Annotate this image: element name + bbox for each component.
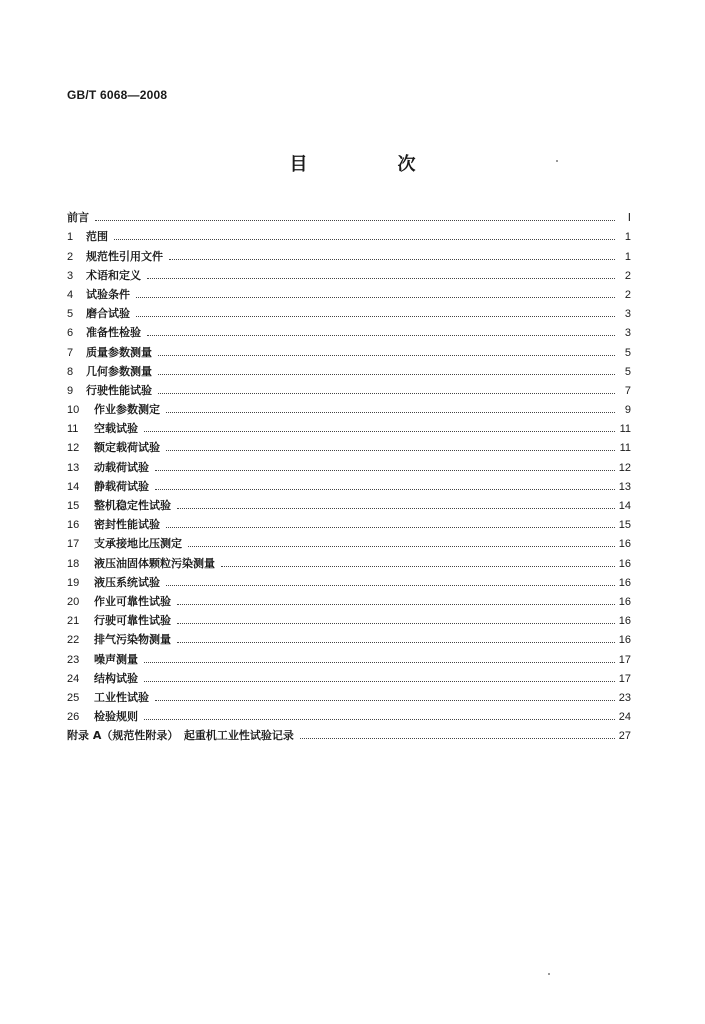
dot-leader bbox=[155, 488, 615, 490]
toc-entry-label: 试验条件 bbox=[86, 287, 130, 301]
dot-leader bbox=[155, 699, 615, 701]
toc-entry-label: 密封性能试验 bbox=[94, 518, 160, 532]
dot-leader bbox=[169, 258, 615, 260]
toc-entry-label: 行驶可靠性试验 bbox=[94, 614, 171, 628]
toc-entry-number: 6 bbox=[67, 327, 74, 340]
toc-entry-label: 噪声测量 bbox=[94, 652, 138, 666]
toc-entry-label: 整机稳定性试验 bbox=[94, 499, 171, 512]
toc-entry-page: 2 bbox=[624, 288, 631, 301]
toc-entry-page: 17 bbox=[618, 653, 631, 666]
toc-entry-page: 16 bbox=[618, 615, 631, 628]
toc-entry-number: 15 bbox=[67, 500, 80, 512]
toc-entry[interactable] bbox=[67, 532, 631, 551]
toc-entry-page: 11 bbox=[619, 442, 631, 455]
table-of-contents bbox=[67, 206, 631, 743]
dot-leader bbox=[166, 449, 615, 451]
toc-entry-page: 17 bbox=[618, 672, 631, 685]
toc-entry-number: 12 bbox=[67, 442, 80, 455]
toc-entry-number: 18 bbox=[67, 557, 80, 570]
toc-entry-page: 3 bbox=[624, 308, 631, 321]
toc-entry-number: 4 bbox=[67, 288, 74, 301]
page-title: 目 次 bbox=[289, 154, 452, 175]
toc-entry[interactable] bbox=[67, 647, 631, 666]
dot-leader bbox=[177, 603, 615, 605]
toc-entry[interactable] bbox=[67, 398, 631, 417]
toc-entry[interactable] bbox=[67, 321, 631, 340]
toc-entry-label: 前言 bbox=[67, 211, 89, 225]
toc-entry-number: 11 bbox=[67, 423, 79, 436]
toc-entry-page: 14 bbox=[618, 500, 631, 512]
toc-entry-label: 质量参数测量 bbox=[86, 345, 152, 359]
toc-entry[interactable] bbox=[67, 513, 631, 532]
toc-entry-page: 16 bbox=[618, 557, 631, 570]
toc-entry-number: 22 bbox=[67, 634, 80, 647]
toc-entry[interactable] bbox=[67, 551, 631, 570]
toc-entry-number: 1 bbox=[67, 231, 74, 244]
scan-speck bbox=[556, 160, 558, 162]
toc-entry-page: 15 bbox=[618, 519, 631, 532]
dot-leader bbox=[300, 737, 615, 739]
toc-entry-label: 支承接地比压测定 bbox=[94, 537, 182, 551]
toc-entry[interactable] bbox=[67, 417, 631, 436]
toc-entry-number: 25 bbox=[67, 691, 80, 704]
toc-entry-page: 11 bbox=[619, 423, 631, 436]
toc-entry-page: 5 bbox=[624, 365, 631, 378]
toc-entry-number: 14 bbox=[67, 480, 80, 493]
toc-entry-label: 范围 bbox=[86, 230, 108, 244]
toc-entry-page: 5 bbox=[624, 346, 631, 359]
toc-entry[interactable] bbox=[67, 340, 631, 359]
toc-entry-number: 8 bbox=[67, 365, 74, 378]
toc-entry-page: 3 bbox=[624, 327, 631, 340]
toc-entry[interactable] bbox=[67, 264, 631, 283]
toc-entry-label: 几何参数测量 bbox=[86, 364, 152, 378]
toc-entry-label: 液压系统试验 bbox=[94, 575, 160, 589]
dot-leader bbox=[158, 373, 615, 375]
toc-entry-label: 行驶性能试验 bbox=[86, 383, 152, 397]
toc-entry-number: 20 bbox=[67, 595, 80, 608]
toc-entry[interactable] bbox=[67, 206, 631, 225]
toc-entry-number: 19 bbox=[67, 576, 80, 589]
dot-leader bbox=[177, 641, 615, 643]
dot-leader bbox=[114, 238, 615, 240]
dot-leader bbox=[158, 392, 615, 394]
toc-entry-label: 液压油固体颗粒污染测量 bbox=[94, 556, 215, 570]
dot-leader bbox=[147, 277, 615, 279]
toc-entry-label: 静载荷试验 bbox=[94, 479, 149, 493]
toc-entry-number: 16 bbox=[67, 519, 80, 532]
toc-entry-page: 13 bbox=[618, 480, 631, 493]
toc-entry-number: 17 bbox=[67, 538, 80, 551]
toc-entry[interactable] bbox=[67, 571, 631, 590]
toc-entry-label: 空载试验 bbox=[94, 422, 138, 436]
dot-leader bbox=[144, 661, 615, 663]
toc-entry-page: 2 bbox=[624, 269, 631, 282]
toc-entry-label: 排气污染物测量 bbox=[94, 633, 171, 647]
toc-entry-label: 额定载荷试验 bbox=[94, 441, 160, 455]
toc-entry[interactable] bbox=[67, 667, 631, 686]
toc-entry-label: 结构试验 bbox=[94, 671, 138, 685]
toc-entry-page: 16 bbox=[618, 538, 631, 551]
toc-entry-page: 16 bbox=[618, 634, 631, 647]
toc-entry[interactable] bbox=[67, 360, 631, 379]
dot-leader bbox=[166, 584, 615, 586]
toc-entry-page: Ⅰ bbox=[627, 212, 631, 225]
toc-entry-number: 7 bbox=[67, 346, 74, 359]
toc-entry-number: 5 bbox=[67, 308, 74, 321]
dot-leader bbox=[136, 315, 615, 317]
standard-code: GB/T 6068—2008 bbox=[67, 88, 168, 102]
toc-entry[interactable] bbox=[67, 455, 631, 474]
toc-entry-label: 磨合试验 bbox=[86, 307, 130, 321]
toc-entry-page: 16 bbox=[618, 595, 631, 608]
toc-entry-number: 10 bbox=[67, 404, 80, 417]
dot-leader bbox=[144, 430, 615, 432]
toc-entry-number: 13 bbox=[67, 461, 80, 474]
toc-entry[interactable] bbox=[67, 283, 631, 302]
dot-leader bbox=[147, 334, 615, 336]
dot-leader bbox=[166, 526, 615, 528]
toc-entry-number: 21 bbox=[67, 615, 80, 628]
toc-entry[interactable] bbox=[67, 302, 631, 321]
toc-entry-page: 7 bbox=[624, 384, 631, 397]
toc-entry-number: 2 bbox=[67, 250, 74, 263]
toc-entry-label: 术语和定义 bbox=[86, 268, 141, 282]
toc-entry-number: 9 bbox=[67, 384, 74, 397]
toc-entry-number: 26 bbox=[67, 711, 80, 724]
toc-entry[interactable] bbox=[67, 609, 631, 628]
dot-leader bbox=[166, 411, 615, 413]
toc-entry[interactable] bbox=[67, 436, 631, 455]
toc-entry-page: 24 bbox=[618, 711, 631, 724]
toc-entry[interactable] bbox=[67, 686, 631, 705]
toc-entry[interactable] bbox=[67, 379, 631, 398]
toc-entry-page: 27 bbox=[618, 730, 631, 743]
toc-entry[interactable] bbox=[67, 475, 631, 494]
toc-entry-page: 9 bbox=[624, 404, 631, 417]
dot-leader bbox=[95, 219, 615, 221]
toc-entry-number: 23 bbox=[67, 653, 80, 666]
dot-leader bbox=[155, 469, 615, 471]
toc-entry-label: 动载荷试验 bbox=[94, 460, 149, 474]
toc-entry[interactable] bbox=[67, 628, 631, 647]
dot-leader bbox=[177, 507, 615, 509]
toc-entry-page: 1 bbox=[624, 231, 631, 244]
toc-entry-label: 检验规则 bbox=[94, 710, 138, 724]
dot-leader bbox=[144, 718, 615, 720]
dot-leader bbox=[136, 296, 615, 298]
toc-entry-label: 作业可靠性试验 bbox=[94, 594, 171, 608]
toc-entry[interactable] bbox=[67, 494, 631, 513]
toc-entry-page: 1 bbox=[624, 250, 631, 263]
toc-entry-label: 作业参数测定 bbox=[94, 403, 160, 417]
dot-leader bbox=[221, 565, 615, 567]
toc-entry-page: 16 bbox=[618, 576, 631, 589]
toc-entry-number: 3 bbox=[67, 269, 74, 282]
toc-entry[interactable] bbox=[67, 705, 631, 724]
dot-leader bbox=[158, 354, 615, 356]
dot-leader bbox=[177, 622, 615, 624]
toc-entry[interactable] bbox=[67, 225, 631, 244]
dot-leader bbox=[188, 545, 615, 547]
toc-entry-label: 工业性试验 bbox=[94, 690, 149, 704]
toc-entry[interactable] bbox=[67, 590, 631, 609]
scan-speck bbox=[548, 973, 550, 975]
toc-entry-label: 附录 A（规范性附录） 起重机工业性试验记录 bbox=[67, 729, 294, 743]
toc-entry-label: 规范性引用文件 bbox=[86, 249, 163, 263]
toc-entry-page: 12 bbox=[618, 461, 631, 474]
toc-entry-number: 24 bbox=[67, 672, 80, 685]
toc-entry[interactable] bbox=[67, 244, 631, 263]
toc-entry[interactable] bbox=[67, 724, 631, 743]
dot-leader bbox=[144, 680, 615, 682]
toc-entry-page: 23 bbox=[618, 691, 631, 704]
toc-entry-label: 准备性检验 bbox=[86, 326, 141, 340]
